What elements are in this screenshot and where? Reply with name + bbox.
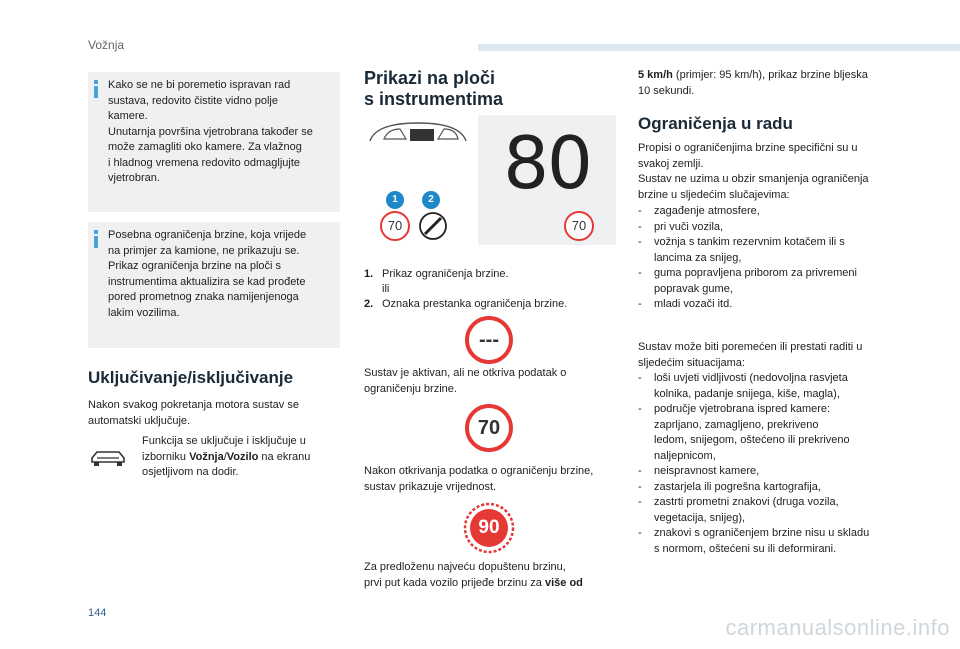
heading-operating-limits: Ograničenja u radu: [638, 114, 793, 133]
list-item: - loši uvjeti vidljivosti (nedovoljna rasvjeta kolnika, padanje snijega, kiše, magla),: [638, 371, 890, 402]
page-number: 144: [88, 607, 107, 619]
text-continued: 5 km/h (primjer: 95 km/h), prikaz brzine bljeska 10 sekundi.: [638, 69, 868, 97]
list-item: - pri vuči vozila,: [638, 220, 888, 236]
callout-2: 2: [422, 191, 440, 209]
info-icon: [94, 80, 98, 98]
heading-instrument-displays: Prikazi na ploči s instrumentima: [364, 68, 504, 109]
list-item: - područje vjetrobrana ispred kamere: zaprljano, zamagljeno, prekriveno ledom, snijegom, oštećeno ili prekriveno naljepnicom,: [638, 402, 890, 464]
on-off-intro: Nakon svakog pokretanja motora sustav se automatski uključuje.: [88, 399, 299, 427]
list-item: - zastrti prometni znakovi (druga vozila, vegetacija, snijeg),: [638, 495, 890, 526]
end-of-limit-icon: [418, 211, 448, 241]
instrument-cluster: [364, 115, 474, 245]
info-note-camera: [88, 72, 340, 212]
list-item: - vožnja s tankim rezervnim kotačem ili s lancima za snijeg,: [638, 235, 888, 266]
text-detected: Nakon otkrivanja podatka o ograničenju brzine, sustav prikazuje vrijednost.: [364, 465, 594, 493]
cluster-outline-icon: [366, 117, 470, 151]
info-icon: [94, 230, 98, 248]
list-item: - mladi vozači itd.: [638, 297, 888, 313]
on-off-func-text: Funkcija se uključuje i isključuje u izborniku Vožnja/Vozilo na ekranu osjetljivom na dodir.: [142, 435, 311, 478]
speed-sign-90-value: 90: [478, 517, 500, 538]
header-bar: [478, 44, 960, 51]
info-note-limits: [88, 222, 340, 348]
limits-intro-2: Sustav može biti poremećen ili prestati raditi u sljedećim situacijama:: [638, 341, 863, 369]
note-camera-text: Kako se ne bi poremetio ispravan rad sustava, redovito čistite vidno polje kamere. Unutarnja površina vjetrobrana također se može zamagliti oko kamere. Za vlažnog i hladnog vremena redovito odmagljujte vjetrobran.: [108, 79, 313, 184]
list-item: - zagađenje atmosfere,: [638, 204, 888, 220]
text-active-no-data: Sustav je aktivan, ali ne otkriva podatak o ograničenju brzine.: [364, 367, 567, 395]
heading-on-off: Uključivanje/isključivanje: [88, 368, 294, 387]
text-suggested-speed: Za predloženu najveću dopuštenu brzinu, prvi put kada vozilo prijeđe brzinu za više od: [364, 561, 583, 589]
list-item: - znakovi s ograničenjem brzine nisu u skladu s normom, oštećeni su ili deformirani.: [638, 526, 890, 557]
instrument-illustration: [364, 115, 616, 245]
speed-limit-sign-small: 70: [380, 211, 410, 241]
speed-display: [478, 115, 616, 245]
speed-sign-dashes: ---: [465, 316, 513, 364]
limits-intro: Propisi o ograničenjima brzine specifični su u svakoj zemlji. Sustav ne uzima u obzir smanjenja ograničenja brzine u sljedećim slučajevima:: [638, 142, 869, 201]
limits-list-2: [638, 371, 890, 557]
note-limits-text: Posebna ograničenja brzine, koja vrijede na primjer za kamione, ne prikazuju se. Prikaz ograničenja brzine na ploči s instrumentima aktualizira se kad prođete pored prometnog znaka namijenjenoga lakim vozilima.: [108, 229, 307, 319]
watermark: carmanualsonline.info: [725, 615, 950, 640]
legend-item: 2. Oznaka prestanka ograničenja brzine.: [364, 298, 568, 310]
legend-item: 1. Prikaz ograničenja brzine. ili: [364, 268, 509, 295]
speed-display-value: 80: [503, 121, 591, 205]
illustration-legend: [364, 252, 614, 312]
list-item: - zastarjela ili pogrešna kartografija,: [638, 480, 890, 496]
vehicle-icon: [88, 448, 128, 470]
section-header: Vožnja: [88, 38, 125, 52]
speed-limit-sign-display: 70: [564, 211, 594, 241]
list-item: - neispravnost kamere,: [638, 464, 890, 480]
list-item: - guma popravljena priborom za privremeni popravak gume,: [638, 266, 888, 297]
speed-sign-70: 70: [465, 404, 513, 452]
limits-list-1: [638, 204, 888, 313]
callout-1: 1: [386, 191, 404, 209]
